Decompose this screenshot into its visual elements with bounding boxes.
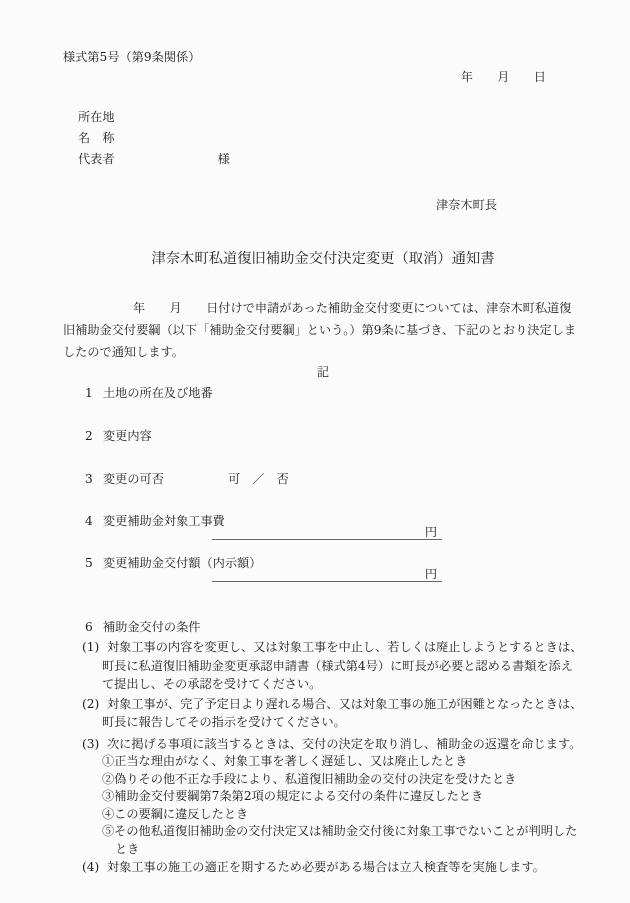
yen-unit-label: 円 xyxy=(424,525,437,539)
sender-title: 津奈木町長 xyxy=(436,198,497,212)
form-number: 様式第5号（第9条関係） xyxy=(63,50,201,64)
addressee-representative-label: 代表者 xyxy=(78,152,115,166)
revocation-subitem-5: ⑤その他私道復旧補助金の交付決定又は補助金交付後に対象工事でないことが判明したとき xyxy=(102,824,578,856)
item-label: 土地の所在及び地番 xyxy=(103,386,213,400)
item-number: 2 xyxy=(85,429,93,443)
revocation-subitem-1: ①正当な理由がなく、対象工事を著しく遅延し、又は廃止したとき xyxy=(102,754,468,768)
addressee-location-label: 所在地 xyxy=(78,110,115,124)
addressee-honorific: 様 xyxy=(217,152,230,166)
document-title: 津奈木町私道復旧補助金交付決定変更（取消）通知書 xyxy=(151,251,495,267)
condition-text: 次に掲げる事項に該当するときは、交付の決定を取り消し、補助金の返還を命じます。 xyxy=(107,736,582,751)
addressee-name-label: 名 称 xyxy=(78,131,115,145)
item-grant-amount xyxy=(63,554,583,572)
revocation-subitems xyxy=(102,753,583,858)
item-label: 変更補助金交付額（内示額） xyxy=(103,556,262,570)
item-label: 補助金交付の条件 xyxy=(103,620,201,634)
yen-unit-label: 円 xyxy=(424,567,437,581)
item-label: 変更補助金対象工事費 xyxy=(103,514,225,528)
item-number: 6 xyxy=(85,620,93,634)
item-label: 変更内容 xyxy=(103,429,152,443)
condition-number: (3) xyxy=(82,736,100,751)
item-number: 4 xyxy=(85,514,93,528)
item-change-approval xyxy=(63,470,583,488)
condition-text: 対象工事が、完了予定日より遅れる場合、又は対象工事の施工が困難となったときは、町長に報告してその指示を受けてください。 xyxy=(102,696,583,729)
addressee-block xyxy=(78,107,583,170)
condition-3 xyxy=(63,735,583,754)
item-number: 5 xyxy=(85,556,93,570)
revocation-subitem-4: ④この要綱に違反したとき xyxy=(102,806,249,821)
revocation-subitem-3: ③補助金交付要綱第7条第2項の規定による交付の条件に違反したとき xyxy=(102,789,484,803)
condition-number: (2) xyxy=(82,696,100,711)
approval-choice: 可 ／ 否 xyxy=(227,472,289,486)
item-label: 変更の可否 xyxy=(103,472,164,486)
condition-1 xyxy=(63,638,583,694)
intro-paragraph: 年 月 日付けで申請があった補助金交付変更については、津奈木町私道復旧補助金交付要綱（以下「補助金交付要綱」という。）第9条に基づき、下記のとおり決定しましたので通知します。 xyxy=(63,301,577,359)
record-mark: 記 xyxy=(316,365,330,379)
condition-text: 対象工事の内容を変更し、又は対象工事を中止し、若しくは廃止しようとするときは、町長に私道復旧補助金変更承認申請書（様式第4号）に町長が必要と認める書類を添えて提出し、その承認を受けてください。 xyxy=(102,640,583,691)
condition-text: 対象工事の施工の適正を期するため必要がある場合は立入検査等を実施します。 xyxy=(107,860,545,874)
item-change-details xyxy=(63,427,583,445)
date-line: 年 月 日 xyxy=(460,70,546,84)
condition-number: (1) xyxy=(82,640,100,654)
item-number: 1 xyxy=(85,386,93,400)
addressee-representative-line xyxy=(78,149,583,170)
condition-4 xyxy=(63,858,583,877)
item-number: 3 xyxy=(85,472,93,486)
condition-number: (4) xyxy=(82,860,100,874)
item-grant-conditions xyxy=(63,618,583,636)
item-land-location xyxy=(63,384,583,402)
revocation-subitem-2: ②偽りその他不正な手段により、私道復旧補助金の交付の決定を受けたとき xyxy=(102,771,517,786)
condition-2 xyxy=(63,695,583,732)
item-construction-cost xyxy=(63,512,583,530)
